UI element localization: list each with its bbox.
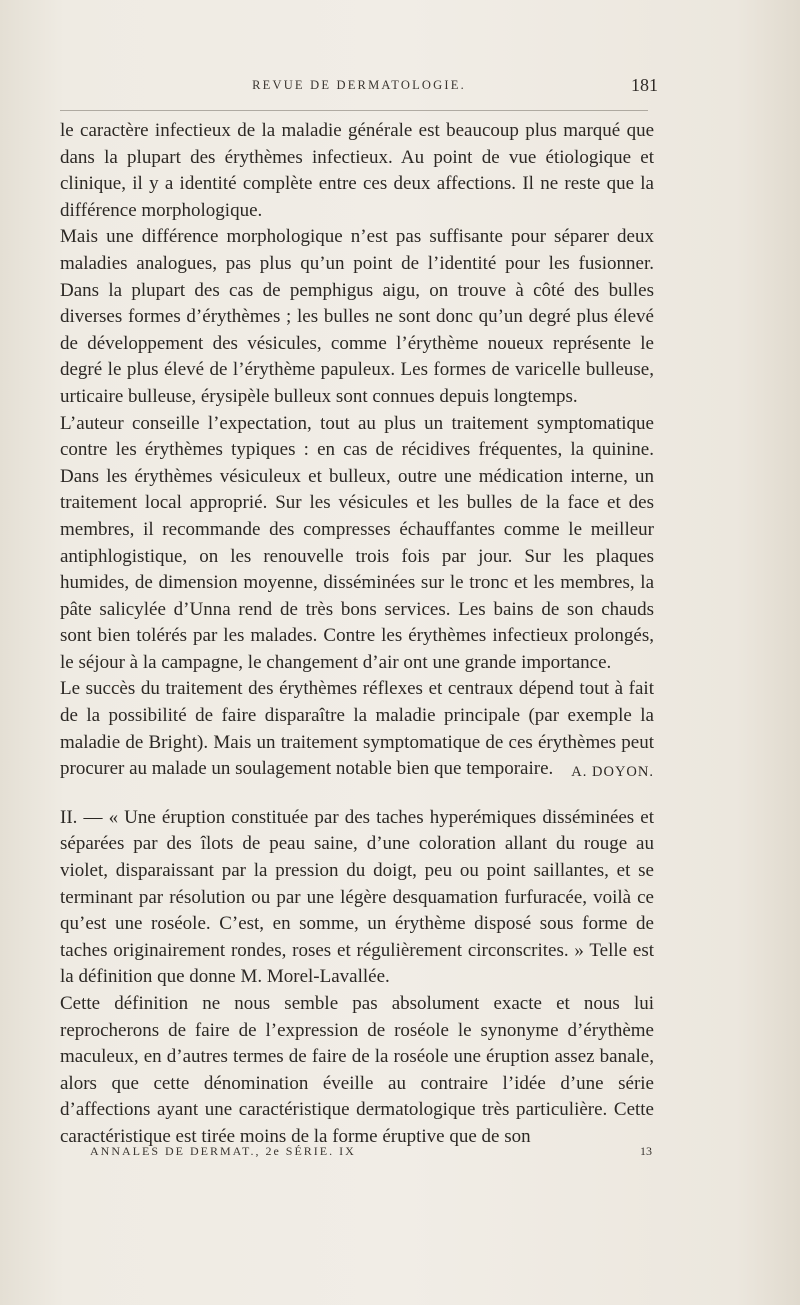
sheet-number: 13 xyxy=(640,1144,652,1158)
paragraph-4-text: Le succès du traitement des érythèmes réflexes et centraux dépend tout à fait de la possibilité de faire disparaître la maladie principale (par exemple la maladie de Bright). Mais un traitement symptomatique de ces érythèmes peut procurer au malade un soulagement notable bien que temporaire. xyxy=(60,678,654,780)
paragraph-6: Cette définition ne nous semble pas absolument exacte et nous lui reprocherons de faire de l’expression de roséole le synonyme d’érythème maculeux, en d’autres termes de faire de la roséole une éruption assez banale, alors que cette dénomination éveille au contraire l’idée d’une série d’affections ayant une caractéristique dermatologique très particulière. Cette caractéristique est tirée moins de la forme éruptive que de son xyxy=(60,993,654,1147)
running-title: REVUE DE DERMATOLOGIE. xyxy=(252,78,466,92)
paragraph-2: Mais une différence morphologique n’est pas suffisante pour séparer deux maladies analogues, pas plus qu’un point de l’identité pour les fusionner. Dans la plupart des cas de pemphigus aigu, on trouve à côté des bulles diverses formes d’érythèmes ; les bulles ne sont donc qu’un degré plus élevé de développement des vésicules, comme l’érythème noueux représente le degré le plus élevé de l’érythème papuleux. Les formes de varicelle bulleuse, urticaire bulleuse, érysipèle bulleux sont connues depuis longtemps. xyxy=(60,226,654,407)
body-text xyxy=(60,118,654,1151)
paragraph-5: II. — « Une éruption constituée par des taches hyperémiques disséminées et séparées par des îlots de peau saine, d’une coloration allant du rouge au violet, disparaissant par la pression du doigt, peu ou point saillantes, et se terminant par résolution ou par une légère desquamation furfuracée, voilà ce qu’est une roséole. C’est, en somme, un érythème disposé sous forme de taches originairement rondes, roses et régulièrement circonscrites. » Telle est la définition que donne M. Morel-Lavallée. xyxy=(60,806,654,988)
journal-signature: ANNALES DE DERMAT., 2e SÉRIE. IX xyxy=(90,1144,356,1158)
paragraph-3: L’auteur conseille l’expectation, tout au plus un traitement symptomatique contre les érythèmes typiques : en cas de récidives fréquentes, la quinine. Dans les érythèmes vésiculeux et bulleux, outre une médication interne, un traitement local approprié. Sur les vésicules et les bulles de la face et des membres, il recommande des compresses échauffantes comme le meilleur antiphlogistique, on les renouvelle trois fois par jour. Sur les plaques humides, de dimension moyenne, disséminées sur le tronc et les membres, la pâte salicylée d’Unna rend de très bons services. Les bains de son chauds sont bien tolérés par les malades. Contre les érythèmes infectieux prolongés, le séjour à la campagne, le changement d’air ont une grande importance. xyxy=(60,412,654,673)
paragraph-4 xyxy=(60,676,654,782)
page-header xyxy=(60,75,658,100)
page-footer xyxy=(90,1144,652,1166)
header-rule xyxy=(60,110,648,111)
paragraph-1: le caractère infectieux de la maladie générale est beaucoup plus marqué que dans la plupart des érythèmes infectieux. Au point de vue étiologique et clinique, il y a identité complète entre ces deux affections. Il ne reste que la différence morphologique. xyxy=(60,120,654,221)
section-gap xyxy=(60,783,654,805)
author-signature: A. DOYON. xyxy=(571,764,654,781)
page-number: 181 xyxy=(631,75,658,95)
